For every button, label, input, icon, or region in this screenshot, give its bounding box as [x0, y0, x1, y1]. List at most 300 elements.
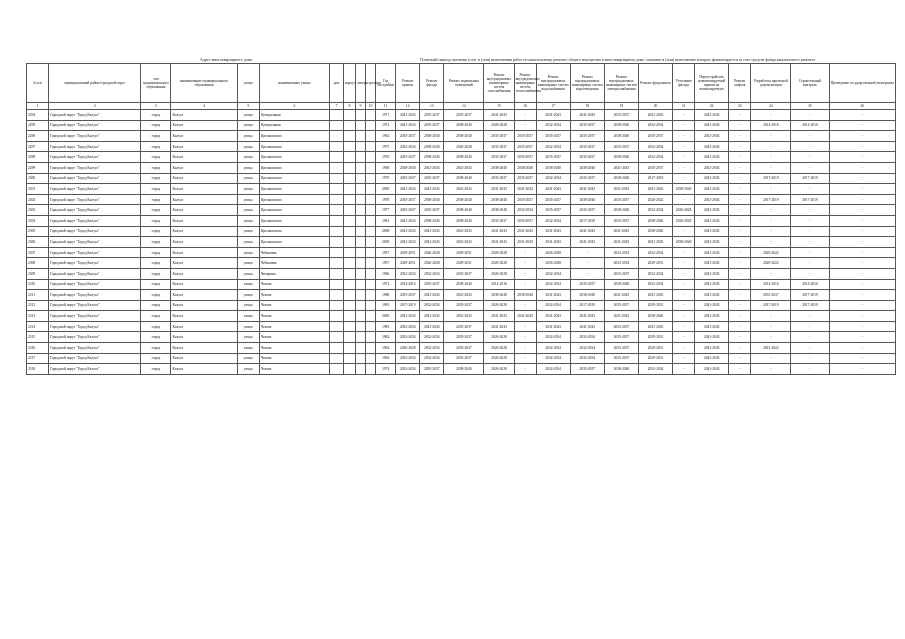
table-cell: - — [729, 353, 751, 364]
table-cell: 1972 — [376, 120, 396, 131]
table-cell — [366, 215, 376, 226]
table-cell: 2035-2037 — [396, 173, 420, 184]
table-cell: Калуга — [171, 279, 237, 290]
column-number-16: 16 — [514, 103, 536, 110]
table-row — [27, 247, 896, 258]
table-cell: Городской округ "Город Калуга" — [49, 215, 141, 226]
table-cell: 2035-2037 — [420, 205, 444, 216]
table-cell: 1961 — [376, 215, 396, 226]
table-cell: 2041-2043 — [638, 110, 672, 121]
table-cell: Калуга — [171, 152, 237, 163]
capital-repair-table — [26, 63, 896, 375]
table-cell: 2035-2037 — [484, 173, 514, 184]
table-cell: город — [141, 205, 171, 216]
table-cell: 2297 — [27, 141, 49, 152]
table-cell — [344, 258, 356, 269]
table-cell: - — [729, 152, 751, 163]
table-cell: - — [729, 162, 751, 173]
table-cell: 1957 — [376, 247, 396, 258]
table-cell: - — [729, 237, 751, 248]
table-cell: 2041-2043 — [536, 110, 570, 121]
table-cell: 2300 — [27, 173, 49, 184]
table-cell — [366, 237, 376, 248]
table-cell — [366, 194, 376, 205]
table-cell: 2041-2043 — [604, 237, 638, 248]
column-number-10: 10 — [366, 103, 376, 110]
table-cell — [366, 226, 376, 237]
table-cell: город — [141, 152, 171, 163]
table-cell: город — [141, 247, 171, 258]
table-cell: Циолковского — [259, 226, 329, 237]
table-cell: 2041-2043 — [420, 226, 444, 237]
table-cell: 2041-2043 — [536, 184, 570, 195]
table-row — [27, 290, 896, 301]
table-cell: 2032-2034 — [638, 205, 672, 216]
table-cell: 2017-2019 — [751, 194, 791, 205]
table-cell — [329, 300, 343, 311]
table-cell — [366, 110, 376, 121]
table-cell: 2017-2019 — [751, 173, 791, 184]
table-cell — [356, 290, 366, 301]
column-header-7: дом — [329, 64, 343, 103]
table-cell: улица — [237, 205, 259, 216]
table-cell: улица — [237, 162, 259, 173]
table-cell: 2041-2043 — [396, 237, 420, 248]
table-cell: 2038-2040 — [604, 364, 638, 375]
table-cell: - — [791, 184, 829, 195]
table-cell: - — [673, 300, 695, 311]
table-cell: - — [514, 364, 536, 375]
table-cell: Калуга — [171, 247, 237, 258]
table-cell: - — [829, 120, 895, 131]
table-cell: город — [141, 343, 171, 354]
column-number-17: 17 — [536, 103, 570, 110]
table-cell: 2041-2043 — [484, 110, 514, 121]
table-cell: город — [141, 120, 171, 131]
table-cell: 1960 — [376, 268, 396, 279]
column-header-3: тип муниципального образования — [141, 64, 171, 103]
table-cell: 2038-2040 — [514, 290, 536, 301]
table-cell: - — [514, 353, 536, 364]
table-cell — [344, 332, 356, 343]
table-cell: 2017-2019 — [751, 300, 791, 311]
table-cell: 2038-2040 — [604, 279, 638, 290]
table-cell: 2041-2043 — [695, 311, 729, 322]
table-cell: Чехова — [259, 300, 329, 311]
table-cell: 2041-2043 — [536, 290, 570, 301]
table-cell — [344, 226, 356, 237]
table-cell: - — [729, 247, 751, 258]
table-cell: - — [791, 141, 829, 152]
table-cell: 2041-2043 — [695, 152, 729, 163]
table-cell: 2318 — [27, 364, 49, 375]
table-cell: город — [141, 215, 171, 226]
table-cell: 2035-2037 — [514, 173, 536, 184]
column-number-20: 20 — [638, 103, 672, 110]
table-cell: - — [829, 321, 895, 332]
table-cell — [366, 141, 376, 152]
table-cell: Чехова — [259, 332, 329, 343]
table-cell: 2038-2040 — [570, 162, 604, 173]
table-cell: 2014-2016 — [791, 120, 829, 131]
table-cell: - — [673, 110, 695, 121]
table-cell: 2035-2037 — [604, 332, 638, 343]
table-cell: 2035-2037 — [420, 279, 444, 290]
table-cell: - — [673, 321, 695, 332]
table-cell: город — [141, 226, 171, 237]
table-cell: - — [673, 332, 695, 343]
table-cell — [366, 279, 376, 290]
table-cell: - — [673, 173, 695, 184]
table-cell: 2035-2037 — [570, 279, 604, 290]
table-cell: Калуга — [171, 258, 237, 269]
table-cell: 2041-2043 — [695, 215, 729, 226]
table-cell: 1962 — [376, 353, 396, 364]
table-cell: - — [729, 215, 751, 226]
table-cell: Городской округ "Город Калуга" — [49, 247, 141, 258]
table-cell: - — [751, 364, 791, 375]
table-cell: Городской округ "Город Калуга" — [49, 226, 141, 237]
table-cell: Городской округ "Город Калуга" — [49, 141, 141, 152]
table-cell: 1971 — [376, 110, 396, 121]
table-cell: 2041-2043 — [536, 226, 570, 237]
table-cell — [366, 247, 376, 258]
table-cell: 2041-2043 — [695, 343, 729, 354]
table-cell: 2041-2043 — [695, 321, 729, 332]
table-cell: 1962 — [376, 131, 396, 142]
table-cell: 2041-2043 — [396, 215, 420, 226]
table-cell: 1976 — [376, 152, 396, 163]
table-cell: 2017-2019 — [791, 194, 829, 205]
table-cell: 2041-2043 — [420, 162, 444, 173]
table-cell: 2017-2019 — [570, 300, 604, 311]
table-cell: 2309 — [27, 268, 49, 279]
table-cell: 2032-2034 — [396, 321, 420, 332]
table-cell: 2029-2031 — [638, 300, 672, 311]
table-cell: - — [829, 300, 895, 311]
table-cell: 2038-2040 — [604, 152, 638, 163]
table-cell: 2038-2040 — [420, 131, 444, 142]
table-cell: 2041-2043 — [570, 184, 604, 195]
table-cell — [344, 162, 356, 173]
table-cell: 1970 — [376, 173, 396, 184]
table-cell: 2041-2043 — [484, 311, 514, 322]
table-cell: 2038-2040 — [444, 120, 484, 131]
table-cell: - — [791, 332, 829, 343]
table-cell: 2038-2040 — [604, 120, 638, 131]
table-cell: Городской округ "Город Калуга" — [49, 290, 141, 301]
table-cell: 2041-2043 — [570, 237, 604, 248]
table-cell: - — [729, 364, 751, 375]
table-cell: Циолковского — [259, 162, 329, 173]
table-cell: - — [673, 194, 695, 205]
table-cell: 2029-2031 — [638, 332, 672, 343]
table-cell — [344, 215, 356, 226]
table-cell: улица — [237, 364, 259, 375]
table-cell: Калуга — [171, 194, 237, 205]
table-cell: Чехова — [259, 353, 329, 364]
column-header-18: Ремонт внутридомовых инженерных систем водоотведения — [570, 64, 604, 103]
table-cell: 2041-2043 — [695, 300, 729, 311]
table-cell: Калуга — [171, 184, 237, 195]
column-number-25: 25 — [791, 103, 829, 110]
table-cell — [366, 343, 376, 354]
table-cell: - — [829, 311, 895, 322]
table-cell: - — [729, 120, 751, 131]
table-cell: Калуга — [171, 332, 237, 343]
table-cell: 2041-2043 — [604, 226, 638, 237]
table-cell: - — [673, 162, 695, 173]
table-cell — [344, 343, 356, 354]
table-cell — [366, 205, 376, 216]
table-cell: 2038-2040 — [604, 173, 638, 184]
table-cell: - — [829, 247, 895, 258]
table-row — [27, 120, 896, 131]
column-header-10: строение — [366, 64, 376, 103]
column-number-8: 8 — [344, 103, 356, 110]
table-cell: 2017-2019 — [396, 300, 420, 311]
table-cell: 2035-2037 — [420, 120, 444, 131]
table-cell: - — [829, 184, 895, 195]
table-cell: Центральная — [259, 110, 329, 121]
column-number-18: 18 — [570, 103, 604, 110]
table-cell: - — [751, 332, 791, 343]
column-header-23: Ремонт лифтов — [729, 64, 751, 103]
table-cell: Калуга — [171, 311, 237, 322]
column-number-26: 26 — [829, 103, 895, 110]
table-cell: улица — [237, 237, 259, 248]
table-cell — [329, 184, 343, 195]
column-number-13: 13 — [420, 103, 444, 110]
table-cell: - — [751, 110, 791, 121]
table-cell: улица — [237, 353, 259, 364]
column-header-26: Проведение государственной экспертизы — [829, 64, 895, 103]
table-cell: - — [791, 131, 829, 142]
table-cell: 2032-2034 — [536, 279, 570, 290]
table-cell: 2035-2037 — [514, 152, 536, 163]
table-cell: - — [514, 258, 536, 269]
table-cell — [344, 194, 356, 205]
table-cell: 2035-2037 — [396, 205, 420, 216]
table-cell: - — [829, 205, 895, 216]
table-cell: - — [791, 162, 829, 173]
table-cell: 2035-2037 — [484, 141, 514, 152]
table-cell: 2035-2037 — [444, 321, 484, 332]
table-cell — [329, 152, 343, 163]
table-cell: 2032-2034 — [420, 343, 444, 354]
table-cell — [329, 120, 343, 131]
table-cell: 2029-2031 — [638, 353, 672, 364]
table-cell: 2035-2037 — [604, 343, 638, 354]
table-cell: 2026-2028 — [484, 332, 514, 343]
table-cell — [366, 311, 376, 322]
table-cell: 2041-2043 — [484, 184, 514, 195]
table-cell: 2020-2022 — [751, 247, 791, 258]
table-cell: 2041-2043 — [604, 311, 638, 322]
table-cell: 2041-2043 — [514, 226, 536, 237]
table-cell: Калуга — [171, 290, 237, 301]
table-cell: - — [791, 110, 829, 121]
table-cell: Циолковского — [259, 131, 329, 142]
table-cell: 2041-2043 — [604, 290, 638, 301]
table-cell: - — [514, 110, 536, 121]
table-cell: - — [791, 268, 829, 279]
table-cell: 2038-2040 — [420, 141, 444, 152]
table-cell: 2041-2043 — [536, 311, 570, 322]
table-cell — [329, 290, 343, 301]
column-header-2: муниципальный район/городской округ — [49, 64, 141, 103]
table-cell: 2032-2034 — [396, 364, 420, 375]
table-cell: 2038-2040 — [444, 364, 484, 375]
table-cell: - — [791, 152, 829, 163]
table-cell: 2035-2037 — [570, 131, 604, 142]
column-number-15: 15 — [484, 103, 514, 110]
table-cell: - — [829, 162, 895, 173]
table-cell: - — [829, 332, 895, 343]
table-cell: 2035-2037 — [420, 173, 444, 184]
table-cell: 2041-2043 — [695, 247, 729, 258]
table-cell: 2032-2034 — [536, 120, 570, 131]
table-cell: 2308 — [27, 258, 49, 269]
table-cell — [356, 184, 366, 195]
table-cell: 2021-2022 — [751, 343, 791, 354]
table-cell: 2026-2028 — [536, 258, 570, 269]
table-row — [27, 215, 896, 226]
table-cell: 2041-2043 — [514, 184, 536, 195]
table-cell: 2032-2034 — [570, 332, 604, 343]
table-cell: Чичерина — [259, 268, 329, 279]
table-cell: - — [829, 279, 895, 290]
table-cell: - — [791, 311, 829, 322]
table-cell — [329, 258, 343, 269]
table-cell: 2035-2037 — [536, 152, 570, 163]
table-cell: 2035-2037 — [570, 120, 604, 131]
table-cell — [329, 110, 343, 121]
table-cell: - — [729, 290, 751, 301]
table-cell: 2038-2040 — [570, 194, 604, 205]
table-cell: улица — [237, 300, 259, 311]
table-cell: 2041-2043 — [638, 321, 672, 332]
table-cell — [344, 364, 356, 375]
table-cell: 2041-2043 — [638, 184, 672, 195]
table-cell: Городской округ "Город Калуга" — [49, 131, 141, 142]
table-cell: 2041-2043 — [695, 173, 729, 184]
table-cell — [344, 268, 356, 279]
table-cell: 2310 — [27, 279, 49, 290]
table-cell: Городской округ "Город Калуга" — [49, 279, 141, 290]
table-cell — [356, 120, 366, 131]
table-cell: 2041-2043 — [444, 184, 484, 195]
table-cell — [356, 353, 366, 364]
table-cell: - — [829, 290, 895, 301]
table-cell — [356, 268, 366, 279]
table-cell: 2038-2040 — [420, 215, 444, 226]
table-cell: 2032-2034 — [638, 120, 672, 131]
table-cell: Городской округ "Город Калуга" — [49, 152, 141, 163]
table-cell: 2041-2043 — [695, 258, 729, 269]
table-cell: Калуга — [171, 237, 237, 248]
table-cell: 2035-2037 — [570, 364, 604, 375]
table-cell: 2026-2028 — [484, 300, 514, 311]
table-cell: Чехова — [259, 364, 329, 375]
table-cell: Городской округ "Город Калуга" — [49, 162, 141, 173]
table-cell: - — [829, 353, 895, 364]
table-cell: - — [829, 268, 895, 279]
table-cell — [366, 353, 376, 364]
table-cell: 2041-2043 — [695, 268, 729, 279]
table-cell: 2035-2037 — [536, 131, 570, 142]
table-cell: улица — [237, 152, 259, 163]
table-cell: 2035-2037 — [570, 152, 604, 163]
table-cell: 2035-2037 — [536, 205, 570, 216]
table-row — [27, 162, 896, 173]
table-cell: 2035-2037 — [396, 131, 420, 142]
table-cell: 2035-2037 — [444, 300, 484, 311]
table-cell: 1988 — [376, 290, 396, 301]
table-cell: 2026-2028 — [396, 343, 420, 354]
table-cell: город — [141, 279, 171, 290]
table-cell: - — [751, 237, 791, 248]
table-cell: 2041-2043 — [444, 290, 484, 301]
table-cell: - — [829, 152, 895, 163]
table-cell: - — [570, 268, 604, 279]
table-cell — [329, 237, 343, 248]
table-cell: - — [673, 353, 695, 364]
header-period-label: Плановый период оказания услуг и (или) выполнения работ по капитальному ремонту общего имущества в многоквартирном доме, оказание и (или) выполнение которых финансируется за счет средств фонда капитального ремонта — [420, 57, 815, 62]
table-cell: 2041-2043 — [570, 311, 604, 322]
table-cell: город — [141, 364, 171, 375]
table-cell: 2038-2040 — [484, 194, 514, 205]
table-cell: 2026-2028 — [673, 205, 695, 216]
table-cell: - — [829, 364, 895, 375]
table-cell: 2038-2040 — [396, 162, 420, 173]
table-cell — [344, 300, 356, 311]
table-cell: Чехова — [259, 343, 329, 354]
table-cell: - — [673, 343, 695, 354]
table-cell — [344, 110, 356, 121]
table-cell: 2026-2028 — [484, 120, 514, 131]
table-cell — [344, 184, 356, 195]
table-cell — [356, 152, 366, 163]
table-cell: - — [751, 311, 791, 322]
table-cell: 1983 — [376, 321, 396, 332]
table-cell: - — [791, 353, 829, 364]
table-cell: улица — [237, 194, 259, 205]
table-row — [27, 332, 896, 343]
table-cell: 2041-2043 — [695, 110, 729, 121]
table-cell: 2008 — [376, 226, 396, 237]
table-cell: город — [141, 332, 171, 343]
table-cell: - — [729, 332, 751, 343]
table-cell: Городской округ "Город Калуга" — [49, 120, 141, 131]
table-cell: 2299 — [27, 162, 49, 173]
header-address-label: Адрес многоквартирного дома — [200, 57, 253, 62]
table-cell: Городской округ "Город Калуга" — [49, 237, 141, 248]
table-cell: - — [791, 215, 829, 226]
table-cell: 2026-2028 — [484, 268, 514, 279]
table-cell: - — [514, 321, 536, 332]
table-cell: 2026-2028 — [444, 141, 484, 152]
table-cell: - — [791, 364, 829, 375]
table-cell: - — [829, 343, 895, 354]
table-cell: город — [141, 141, 171, 152]
table-cell: улица — [237, 279, 259, 290]
table-cell: 2294 — [27, 110, 49, 121]
table-cell: 2038-2040 — [514, 162, 536, 173]
table-cell: - — [729, 173, 751, 184]
table-cell: 2041-2043 — [420, 184, 444, 195]
table-cell: 2026-2028 — [484, 364, 514, 375]
